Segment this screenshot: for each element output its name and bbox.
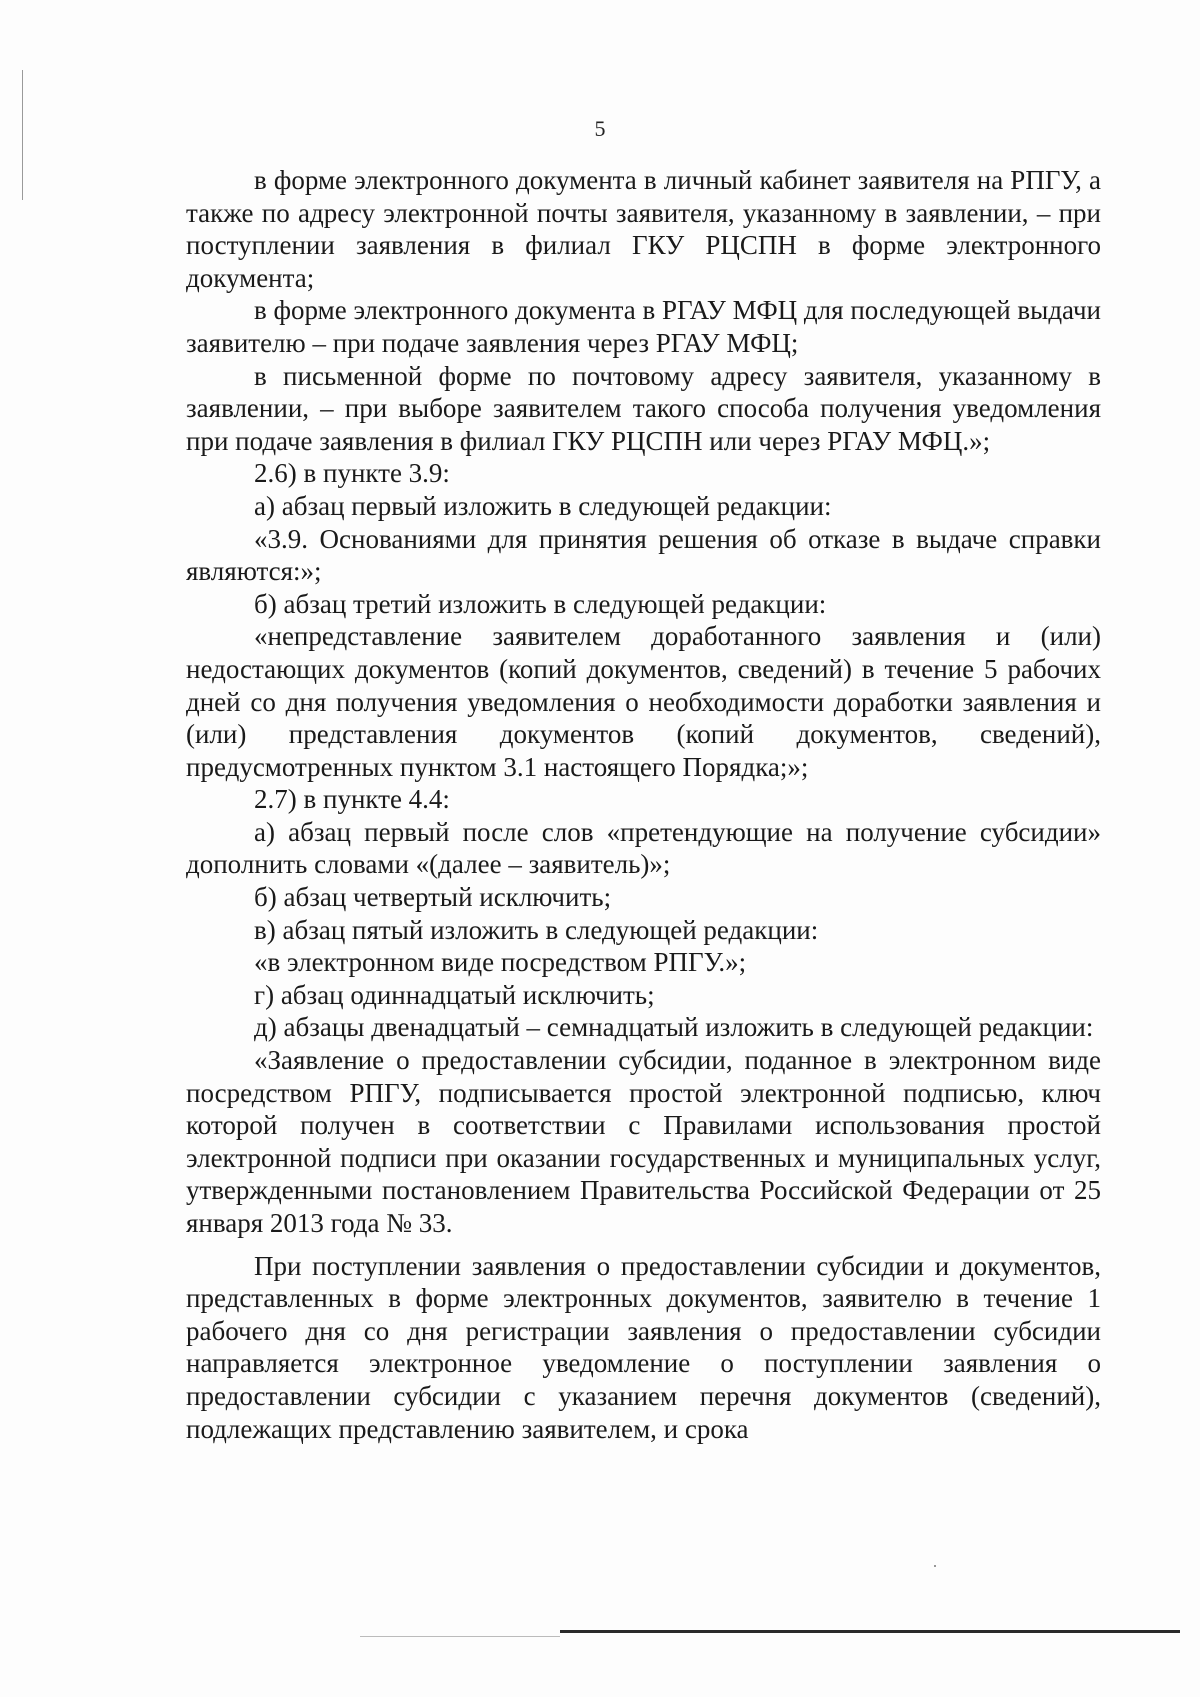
- paragraph: 2.7) в пункте 4.4:: [254, 784, 450, 815]
- paragraph: «3.9. Основаниями для принятия решения об отказе в выдаче справки являются:»;: [186, 523, 1101, 587]
- paragraph: «Заявление о предоставлении субсидии, поданное в электронном виде посредством РПГУ, подписывается простой электронной подписью, ключ которой получен в соответствии с Правилами использования простой электронной подписи при оказании государственных и муниципальных услуг, утвержденными постановлением Правительства Российской Федерации от 25 января 2013 года № 33.: [186, 1045, 1101, 1238]
- paragraph: в форме электронного документа в РГАУ МФЦ для последующей выдачи заявителю – при подаче заявления через РГАУ МФЦ;: [186, 295, 1101, 358]
- paragraph: б) абзац четвертый исключить;: [254, 882, 612, 913]
- paragraph: в) абзац пятый изложить в следующей редакции:: [254, 914, 819, 945]
- scan-bottom-shadow: [360, 1636, 560, 1637]
- paragraph: б) абзац третий изложить в следующей редакции:: [254, 588, 827, 619]
- paragraph: в форме электронного документа в личный кабинет заявителя на РПГУ, а также по адресу электронной почты заявителя, указанному в заявлении, – при поступлении заявления в филиал ГКУ РЦСПН в форме электронного документа;: [186, 165, 1101, 293]
- page-number: 5: [594, 116, 606, 141]
- paragraph: «в электронном виде посредством РПГУ.»;: [254, 947, 747, 978]
- paragraph: д) абзацы двенадцатый – семнадцатый изложить в следующей редакции:: [254, 1012, 1094, 1043]
- paragraph: При поступлении заявления о предоставлении субсидии и документов, представленных в форме электронных документов, заявителю в течение 1 рабочего дня со дня регистрации заявления о предоставлении субсидии направляется электронное уведомление о поступлении заявления о предоставлении субсидии с указанием перечня документов (сведений), подлежащих представлению заявителем, и срока: [186, 1250, 1101, 1444]
- paragraph: «непредставление заявителем доработанного заявления и (или) недостающих документов (копий документов, сведений) в течение 5 рабочих дней со дня получения уведомления о необходимости доработки заявления и (или) представления документов (копий документов, сведений), предусмотренных пунктом 3.1 настоящего Порядка;»;: [186, 621, 1101, 782]
- paragraph: а) абзац первый после слов «претендующие на получение субсидии» дополнить словами «(далее – заявитель)»;: [186, 816, 1101, 880]
- scan-speck: [934, 1565, 936, 1567]
- scan-bottom-edge: [560, 1630, 1180, 1633]
- paragraph: 2.6) в пункте 3.9:: [254, 458, 450, 489]
- paragraph: а) абзац первый изложить в следующей редакции:: [254, 490, 832, 521]
- paragraph: г) абзац одиннадцатый исключить;: [254, 979, 655, 1010]
- paragraph: в письменной форме по почтовому адресу заявителя, указанному в заявлении, – при выборе заявителем такого способа получения уведомления при подаче заявления в филиал ГКУ РЦСПН или через РГАУ МФЦ.»;: [186, 360, 1101, 456]
- document-text-body: [186, 164, 1101, 1445]
